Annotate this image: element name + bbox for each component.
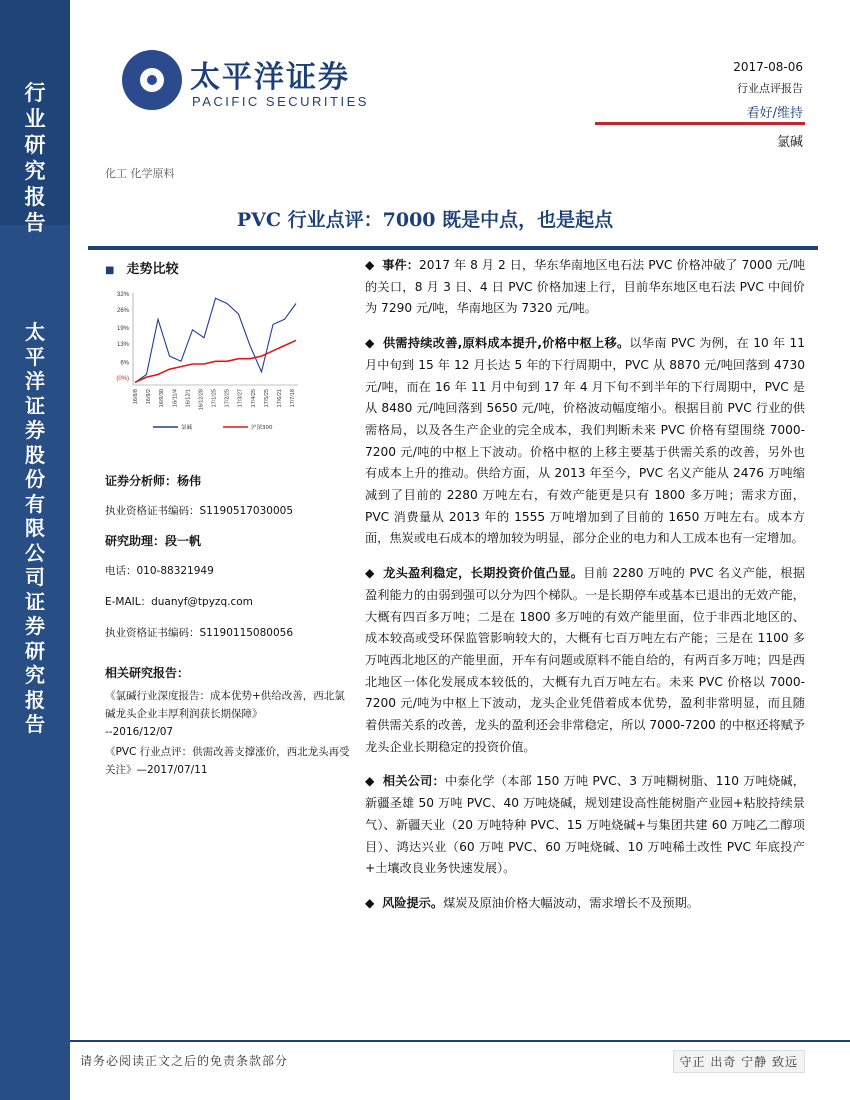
diamond-bullet-icon: ◆: [365, 336, 383, 351]
y-tick-label: 32%: [116, 292, 129, 298]
paragraph-risk: ◆ 风险提示。煤炭及原油价格大幅波动，需求增长不及预期。: [365, 895, 699, 910]
footer-rule: [70, 1040, 850, 1042]
trend-heading: ■ 走势比较: [105, 262, 179, 277]
paragraph-related-companies: ◆ 相关公司：中泰化学（本部 150 万吨 PVC、3 万吨糊树脂、110 万吨烧碱，新疆圣雄 50 万吨 PVC、40 万吨烧碱，规划建设高性能树脂产业园+粘胶持续景气）、新疆天业（20 万吨特种 PVC、15 万吨烧碱+与集团共建 60 万吨乙二醇项目）、鸿达兴业（60 万吨 PVC、60 万吨烧碱、10 万吨稀土改性 PVC 年底投产+土壤改良业务快速发展）。: [365, 774, 805, 876]
x-tick-label: 17/7/18: [290, 389, 296, 408]
report-title: PVC 行业点评：7000 既是中点，也是起点: [236, 209, 614, 231]
y-tick-label: 26%: [116, 307, 129, 314]
related-heading: 相关研究报告：: [105, 666, 190, 680]
diamond-bullet-icon: ◆: [365, 566, 384, 581]
sidebar-bottom-label: 太 平 洋 证 券 股 份 有 限 公 司 证 券 研 究 报 告: [25, 320, 45, 736]
x-tick-label: 17/1/25: [211, 389, 218, 408]
analyst-label: 证券分析师：杨伟: [105, 474, 202, 488]
paragraph-leaders: ◆ 龙头盈利稳定，长期投资价值凸显。目前 2280 万吨的 PVC 名义产能，根据盈利能力的由弱到强可以分为四个梯队。一是长期停车或基本已退出的无效产能，大概有四百多万吨；二是在 1800 多万吨的有效产能里面，位于非西北地区的、成本较高或受环保监管影响较大的，大概有七百万吨左右产能；三是在 1100 多万吨西北地区的产能里面，开车有问题或原料不能自给的，有两百多万吨；四是西北地区一体化发展成本较低的，大概有九百万吨左右。未来 PVC 价格以 7000-7200 元/吨为中枢上下波动，龙头企业凭借着成本优势，盈利非常明显，而且随着供需关系的改善，龙头的盈利还会非常稳定，所以 7000-7200 的中枢还将赋予龙头企业长期稳定的投资价值。: [365, 566, 806, 754]
sector-label: 氯碱: [776, 135, 803, 150]
x-tick-label: 17/5/25: [263, 389, 270, 408]
bullet-square-icon: ■: [105, 265, 115, 276]
y-tick-label: 6%: [120, 360, 129, 367]
x-tick-label: 16/12/1: [185, 389, 192, 408]
diamond-bullet-icon: ◆: [365, 895, 383, 910]
diamond-bullet-icon: ◆: [365, 774, 383, 789]
brand-name-cn: 太平洋证券: [190, 60, 350, 95]
series-line-0: [135, 298, 296, 382]
footer-disclaimer: 请务必阅读正文之后的免责条款部分: [80, 1054, 289, 1068]
series-line-1: [135, 340, 296, 382]
analyst-cert: 执业资格证书编码：S1190517030005: [105, 505, 294, 517]
brand-name-en: PACIFIC SECURITIES: [192, 94, 369, 109]
x-tick-label: 17/3/27: [237, 389, 244, 408]
report-type: 行业点评报告: [737, 82, 803, 95]
y-tick-label: (0%): [116, 376, 129, 383]
title-rule: [88, 246, 818, 250]
x-tick-label: 16/11/4: [172, 389, 179, 407]
x-tick-label: 17/4/25: [250, 389, 257, 408]
company-logo: [88, 20, 188, 140]
rating: 看好/维持: [746, 106, 803, 121]
report-date: 2017-08-06: [733, 60, 803, 74]
related-report-2[interactable]: 《PVC 行业点评：供需改善支撑涨价，西北龙头再受关注》—2017/07/11: [105, 746, 350, 776]
sidebar: [0, 0, 70, 1100]
legend-label: 沪深300: [251, 425, 273, 431]
related-report-1[interactable]: 《氯碱行业深度报告：成本优势+供给改善，西北氯碱龙头企业丰厚利润获长期保障》: [105, 690, 345, 720]
x-tick-label: 16/9/30: [159, 389, 166, 408]
email[interactable]: E-MAIL：duanyf@tpyzq.com: [105, 596, 253, 608]
header-red-rule: [595, 122, 805, 125]
paragraph-event: ◆ 事件：2017 年 8 月 2 日，华东华南地区电石法 PVC 价格冲破了 7000 元/吨的关口，8 月 3 日、4 日 PVC 价格加速上行，目前华东地区电石法 PVC 中间价为 7290 元/吨，华南地区为 7320 元/吨。: [365, 258, 806, 316]
phone: 电话：010-88321949: [105, 565, 214, 577]
footer-motto: 守正 出奇 宁静 致远: [673, 1050, 805, 1073]
related-report-1-date: --2016/12/07: [105, 726, 174, 738]
sidebar-top-label: 行 业 研 究 报 告: [24, 80, 46, 235]
assistant-label: 研究助理：段一帆: [105, 534, 202, 548]
x-tick-label: 16/9/2: [146, 389, 153, 405]
paragraph-supply-demand: ◆ 供需持续改善,原料成本提升,价格中枢上移。以华南 PVC 为例，在 10 年 11 月中旬到 15 年 12 月长达 5 年的下行周期中，PVC 从 8870 元/吨回落到 4730 元/吨，而在 16 年 11 月中旬到 17 年 4 月下旬不到半年的下行周期中，PVC 是从 8480 元/吨回落到 5650 元/吨，价格波动幅度缩小。根据目前 PVC 行业的供需格局，以及各生产企业的完全成本，我们判断未来 PVC 价格有望围绕 7000-7200 元/吨的中枢上下波动。价格中枢的上移主要基于供需关系的改善，另外也有成本上升的推动。供给方面，从 2013 年至今，PVC 名义产能从 2476 万吨缩减到了目前的 2280 万吨左右，有效产能更是只有 1800 多万吨；需求方面，PVC 消费量从 2013 年的 1555 万吨增加到了目前的 1650 万吨左右。成本方面，焦炭或电石成本的增加较为明显，部分企业的电力和人工成本也有一定增加。: [365, 336, 806, 546]
trend-chart: [105, 285, 305, 450]
body-column: [365, 255, 805, 928]
x-tick-label: 17/2/25: [224, 389, 231, 408]
diamond-bullet-icon: ◆: [365, 258, 383, 272]
x-tick-label: 16/12/28: [198, 389, 205, 411]
y-tick-label: 13%: [116, 341, 129, 348]
x-tick-label: 17/6/21: [276, 389, 283, 408]
left-column: [105, 258, 350, 779]
assistant-cert: 执业资格证书编码：S1190115080056: [105, 627, 294, 639]
industry-label: 化工 化学原料: [105, 167, 175, 180]
y-tick-label: 19%: [116, 326, 129, 333]
legend-label: 氯碱: [181, 425, 193, 431]
x-tick-label: 16/8/8: [133, 389, 139, 405]
